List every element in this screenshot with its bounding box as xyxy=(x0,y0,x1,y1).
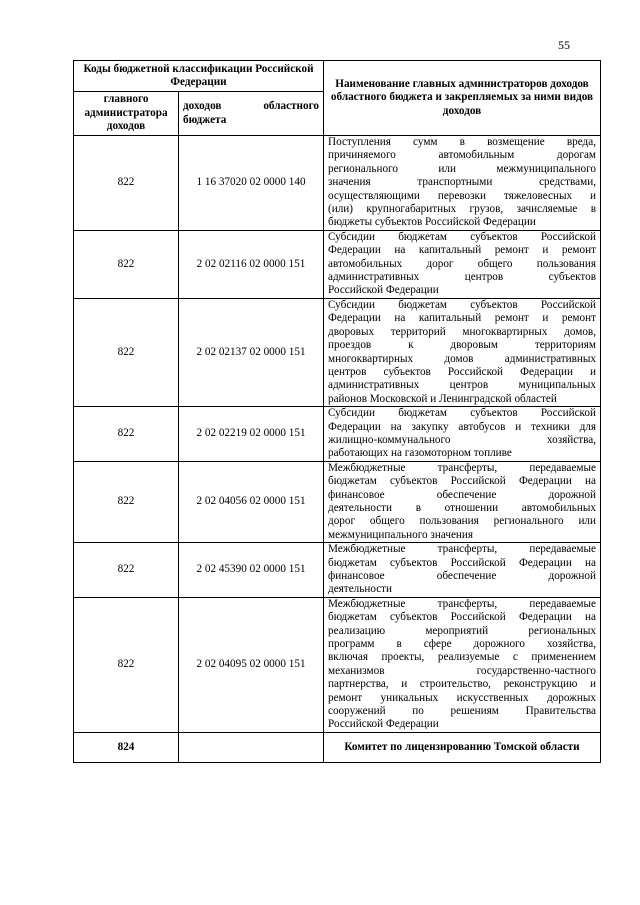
description-line: дорог общего пользования регионального или xyxy=(328,515,596,528)
description-line: ремонт уникальных искусственных дорожных xyxy=(328,691,596,704)
description-line: регионального или межмуниципального xyxy=(328,162,596,175)
description-line: межмуниципального значения xyxy=(328,528,474,541)
description-line: финансовое обеспечение дорожной xyxy=(328,570,596,582)
table-row xyxy=(74,230,601,298)
header-income-word2: областного xyxy=(263,100,319,113)
description-line: Субсидии бюджетам субъектов Российской xyxy=(328,298,596,311)
table-row xyxy=(74,136,601,231)
header-admin-column: главного администратора доходов xyxy=(74,92,179,136)
income-description xyxy=(324,597,601,732)
income-description xyxy=(324,136,601,231)
admin-code: 822 xyxy=(74,298,179,406)
header-codes-group: Коды бюджетной классификации Российской Федерации xyxy=(74,61,324,92)
page-number: 55 xyxy=(558,38,570,52)
description-line: районов Московской и Ленинградской областей xyxy=(328,392,557,405)
admin-code: 822 xyxy=(74,461,179,542)
admin-code: 822 xyxy=(74,230,179,298)
description-line: Федерации на закупку автобусов и техники для xyxy=(328,420,596,433)
table-row xyxy=(74,298,601,406)
description-line: административных центров муниципальных xyxy=(328,379,596,392)
description-line: значения транспортными средствами, xyxy=(328,176,596,189)
description-line: дворовых территорий многоквартирных домов, xyxy=(328,325,596,338)
header-income-column xyxy=(179,92,324,136)
table-row xyxy=(74,407,601,462)
income-description xyxy=(324,407,601,462)
header-name-column: Наименование главных администраторов доходов областного бюджета и закрепляемых за ними видов доходов xyxy=(324,61,601,136)
table-body xyxy=(74,136,601,733)
description-line: финансовое обеспечение дорожной xyxy=(328,488,596,501)
income-description xyxy=(324,298,601,406)
budget-classification-table xyxy=(73,60,601,763)
header-income-word1: доходов xyxy=(183,100,222,113)
description-line: осуществляющими перевозки тяжеловесных и xyxy=(328,189,596,202)
income-code: 2 02 04056 02 0000 151 xyxy=(179,461,324,542)
admin-code: 822 xyxy=(74,543,179,598)
description-line: Субсидии бюджетам субъектов Российской xyxy=(328,230,596,243)
description-line: бюджеты субъектов Российской Федерации xyxy=(328,216,536,229)
description-line: Субсидии бюджетам субъектов Российской xyxy=(328,407,596,420)
description-line: механизмов государственно-частного xyxy=(328,664,596,677)
description-line: деятельности в отношении автомобильных xyxy=(328,501,596,514)
admin-code: 822 xyxy=(74,136,179,231)
description-line: автомобильных дорог общего пользования xyxy=(328,257,596,270)
income-description xyxy=(324,543,601,598)
description-line: деятельности xyxy=(328,583,393,596)
footer-income-code xyxy=(179,732,324,762)
admin-code: 822 xyxy=(74,597,179,732)
header-income-word3: бюджета xyxy=(183,113,227,126)
income-code: 2 02 02219 02 0000 151 xyxy=(179,407,324,462)
income-code: 2 02 04095 02 0000 151 xyxy=(179,597,324,732)
description-line: многоквартирных домов административных xyxy=(328,352,596,365)
description-line: Федерации на капитальный ремонт и ремонт xyxy=(328,244,596,257)
description-line: работающих на газомоторном топливе xyxy=(328,447,512,460)
description-line: административных центров субъектов xyxy=(328,271,596,284)
table-row-committee xyxy=(74,732,601,762)
description-line: Межбюджетные трансферты, передаваемые xyxy=(328,461,596,474)
description-line: проездов к дворовым территориям xyxy=(328,339,596,352)
description-line: реализацию мероприятий региональных xyxy=(328,624,596,637)
table-row xyxy=(74,597,601,732)
description-line: Федерации на капитальный ремонт и ремонт xyxy=(328,312,596,325)
description-line: бюджетам субъектов Российской Федерации на xyxy=(328,475,596,488)
income-code: 2 02 02116 02 0000 151 xyxy=(179,230,324,298)
footer-admin-code: 824 xyxy=(74,732,179,762)
income-code: 2 02 45390 02 0000 151 xyxy=(179,543,324,598)
table-row xyxy=(74,543,601,598)
income-code: 2 02 02137 02 0000 151 xyxy=(179,298,324,406)
description-line: Российской Федерации xyxy=(328,284,439,297)
table-row xyxy=(74,461,601,542)
description-line: (или) крупногабаритных грузов, зачисляемые в xyxy=(328,203,596,216)
income-description xyxy=(324,461,601,542)
description-line: бюджетам субъектов Российской Федерации на xyxy=(328,556,596,569)
description-line: программ в сфере дорожного хозяйства, xyxy=(328,638,596,651)
description-line: партнерства, и строительство, реконструкцию и xyxy=(328,678,596,691)
description-line: причиняемого автомобильным дорогам xyxy=(328,149,596,162)
description-line: Межбюджетные трансферты, передаваемые xyxy=(328,543,596,556)
footer-name: Комитет по лицензированию Томской области xyxy=(324,732,601,762)
description-line: сооружений по решениям Правительства xyxy=(328,705,596,718)
description-line: Межбюджетные трансферты, передаваемые xyxy=(328,597,596,610)
description-line: бюджетам субъектов Российской Федерации на xyxy=(328,611,596,624)
admin-code: 822 xyxy=(74,407,179,462)
description-line: включая проекты, реализуемые с применением xyxy=(328,651,596,664)
description-line: жилищно-коммунального хозяйства, xyxy=(328,433,596,446)
income-code: 1 16 37020 02 0000 140 xyxy=(179,136,324,231)
description-line: Поступления сумм в возмещение вреда, xyxy=(328,136,596,148)
income-description xyxy=(324,230,601,298)
description-line: Российской Федерации xyxy=(328,718,439,731)
description-line: центров субъектов Российской Федерации и xyxy=(328,365,596,378)
